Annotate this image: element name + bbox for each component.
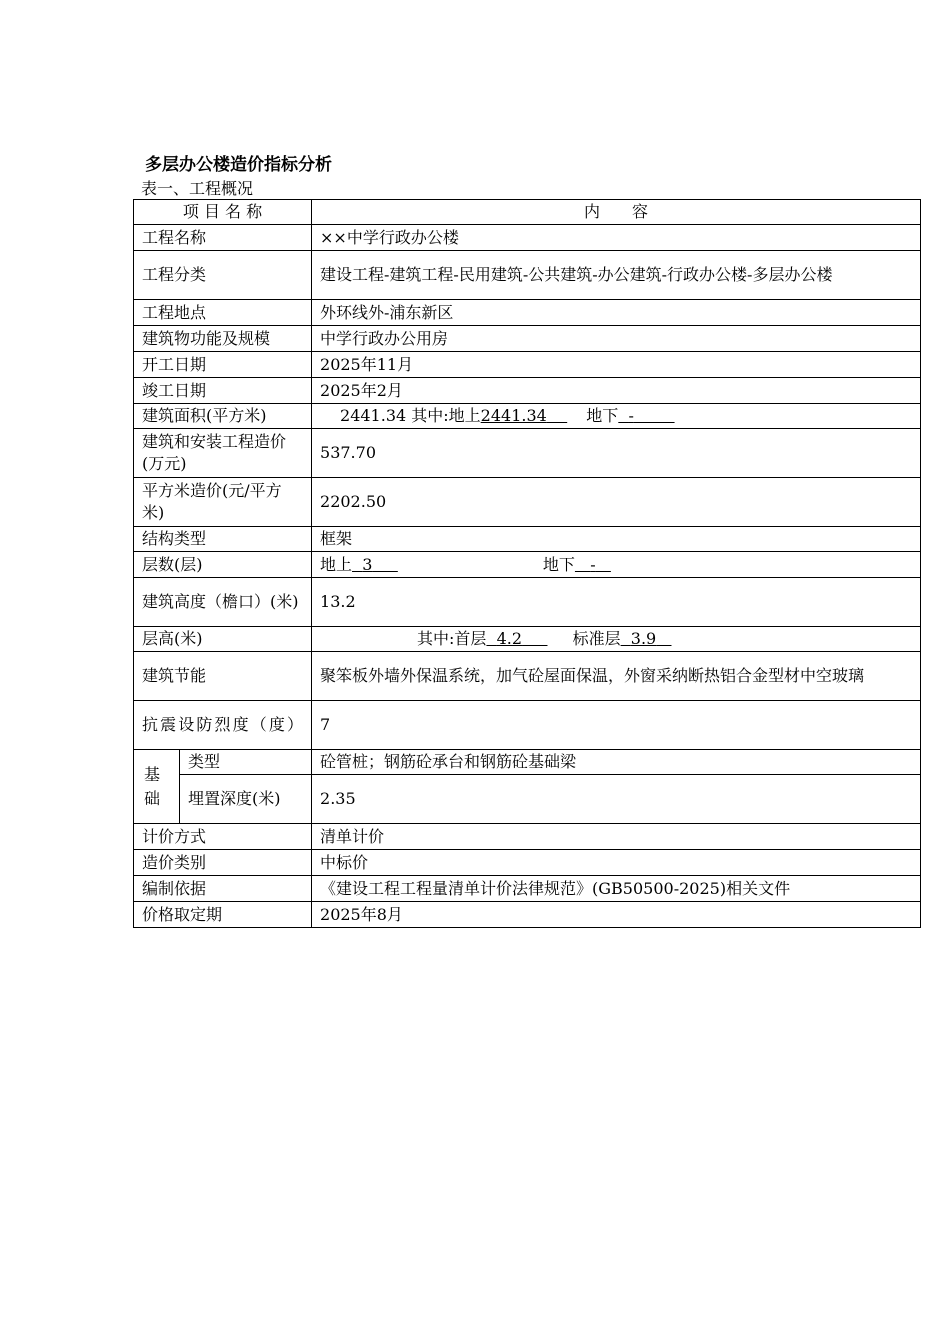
floors-above-label: 地上	[320, 554, 353, 574]
price-date-value: 2025年8月	[312, 902, 921, 928]
header-item-name: 项 目 名 称	[134, 200, 312, 225]
foundation-type-label: 类型	[180, 750, 312, 775]
table-row	[134, 478, 921, 527]
foundation-depth-label: 埋置深度(米)	[180, 775, 312, 824]
energy-saving-value: 聚笨板外墙外保温系统，加气砼屋面保温，外窗采纳断热铝合金型材中空玻璃	[312, 652, 921, 701]
unit-cost-value: 2202.50	[312, 478, 921, 527]
energy-saving-label: 建筑节能	[134, 652, 312, 701]
table-row	[134, 750, 921, 775]
floor-area-label: 建筑面积(平方米)	[134, 404, 312, 429]
construction-cost-label: 建筑和安装工程造价(万元)	[134, 429, 312, 478]
table-row	[134, 300, 921, 326]
project-name-label: 工程名称	[134, 225, 312, 251]
floor-height-first-floor: 4.2	[496, 629, 523, 648]
document-title: 多层办公楼造价指标分析	[145, 155, 332, 175]
project-overview-table	[133, 199, 921, 928]
basis-label: 编制依据	[134, 876, 312, 902]
floor-area-value	[312, 404, 921, 429]
table-row	[134, 326, 921, 352]
location-label: 工程地点	[134, 300, 312, 326]
seismic-label: 抗震设防烈度（度）	[134, 701, 312, 750]
header-content: 内 容	[312, 200, 921, 225]
floors-below-label: 地下	[542, 554, 575, 574]
floor-area-middle-text: 其中:地上	[406, 406, 481, 425]
table-row	[134, 876, 921, 902]
floor-height-standard-label: 标准层	[572, 629, 621, 648]
location-value: 外环线外-浦东新区	[312, 300, 921, 326]
table-row	[134, 429, 921, 478]
table-row	[134, 527, 921, 552]
floors-label: 层数(层)	[134, 552, 312, 578]
floor-height-standard-value: 3.9	[630, 629, 657, 648]
basis-value: 《建设工程工程量清单计价法律规范》(GB50500-2025)相关文件	[312, 876, 921, 902]
table-row	[134, 824, 921, 850]
floors-value	[312, 552, 921, 578]
table-row	[134, 627, 921, 652]
floor-height-prefix: 其中:首层	[417, 629, 487, 648]
pricing-method-label: 计价方式	[134, 824, 312, 850]
pricing-method-value: 清单计价	[312, 824, 921, 850]
table-row	[134, 378, 921, 404]
structure-type-label: 结构类型	[134, 527, 312, 552]
function-scale-value: 中学行政办公用房	[312, 326, 921, 352]
table-row	[134, 850, 921, 876]
foundation-label: 基础	[134, 750, 180, 824]
floor-height-value	[312, 627, 921, 652]
building-height-value: 13.2	[312, 578, 921, 627]
function-scale-label: 建筑物功能及规模	[134, 326, 312, 352]
structure-type-value: 框架	[312, 527, 921, 552]
project-name-value: ××中学行政办公楼	[312, 225, 921, 251]
table-row	[134, 352, 921, 378]
classification-value: 建设工程-建筑工程-民用建筑-公共建筑-办公建筑-行政办公楼-多层办公楼	[312, 251, 921, 300]
floor-area-below-value: -	[628, 406, 634, 425]
table-row	[134, 225, 921, 251]
classification-label: 工程分类	[134, 251, 312, 300]
table-row	[134, 578, 921, 627]
table-row	[134, 404, 921, 429]
completion-date-label: 竣工日期	[134, 378, 312, 404]
start-date-label: 开工日期	[134, 352, 312, 378]
table-row	[134, 701, 921, 750]
table-row	[134, 902, 921, 928]
table-row	[134, 775, 921, 824]
floors-above-value: 3	[362, 554, 373, 574]
construction-cost-value: 537.70	[312, 429, 921, 478]
floor-area-above-ground: 2441.34	[480, 406, 547, 425]
completion-date-value: 2025年2月	[312, 378, 921, 404]
floor-height-label: 层高(米)	[134, 627, 312, 652]
table-row	[134, 552, 921, 578]
floor-area-below-label: 地下	[586, 406, 619, 425]
seismic-value: 7	[312, 701, 921, 750]
table-header-row	[134, 200, 921, 225]
foundation-type-value: 砼管桩；钢筋砼承台和钢筋砼基础梁	[312, 750, 921, 775]
cost-category-label: 造价类别	[134, 850, 312, 876]
foundation-depth-value: 2.35	[312, 775, 921, 824]
unit-cost-label: 平方米造价(元/平方米)	[134, 478, 312, 527]
table-caption: 表一、工程概况	[141, 179, 254, 198]
table-row	[134, 251, 921, 300]
start-date-value: 2025年11月	[312, 352, 921, 378]
price-date-label: 价格取定期	[134, 902, 312, 928]
table-row	[134, 652, 921, 701]
floors-below-value: -	[590, 554, 596, 574]
building-height-label: 建筑高度（檐口）(米)	[134, 578, 312, 627]
floor-area-total: 2441.34	[340, 406, 407, 425]
cost-category-value: 中标价	[312, 850, 921, 876]
